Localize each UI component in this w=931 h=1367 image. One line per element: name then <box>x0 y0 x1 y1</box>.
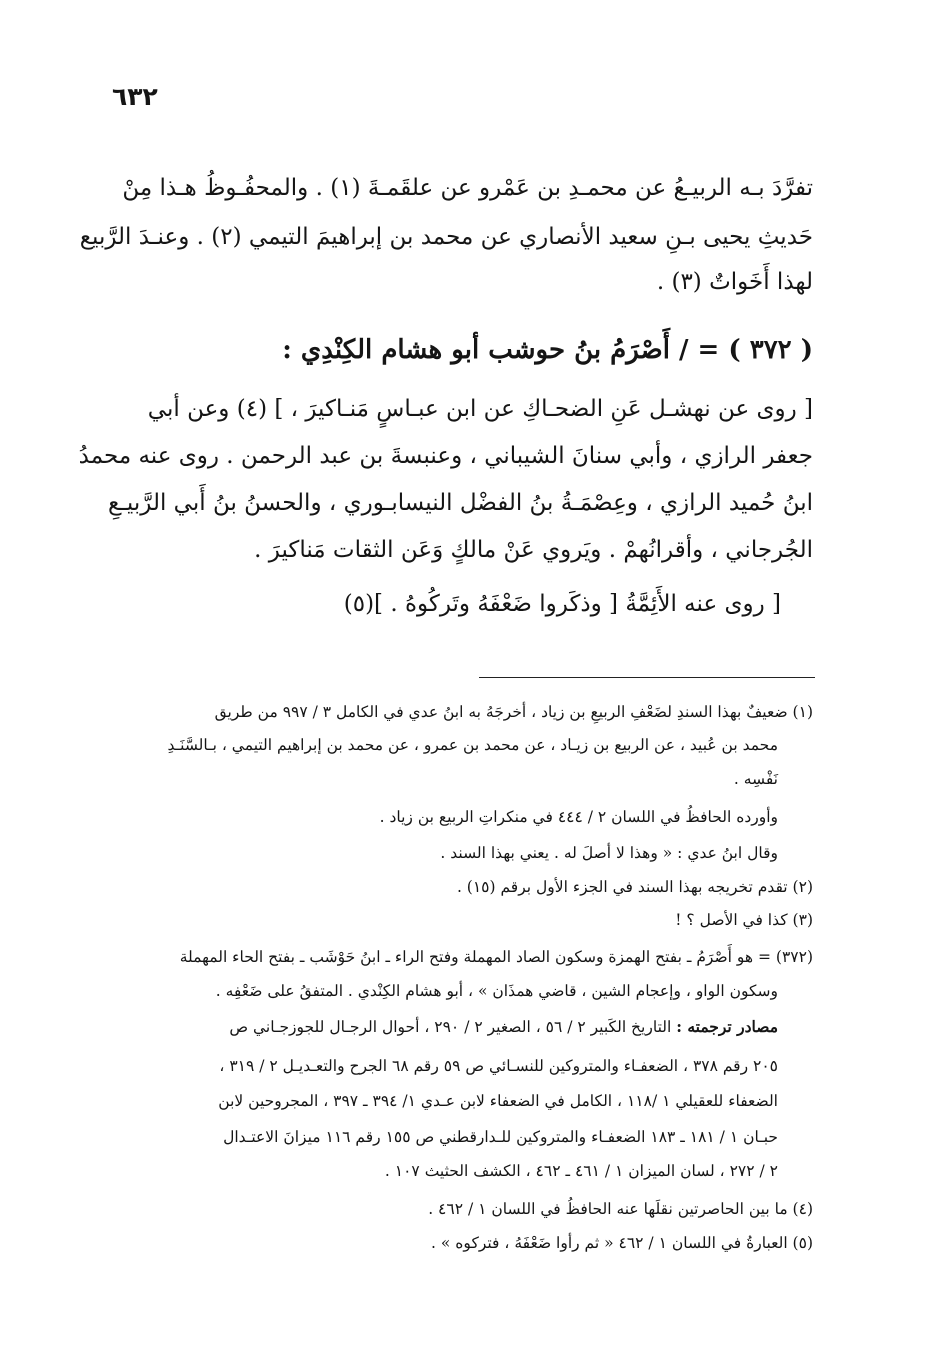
body-line: لهذا أَخَواتٌ (٣) . <box>656 269 813 295</box>
body-line: جعفر الرازي ، وأبي سنانَ الشيباني ، وعنبسةَ بن عبد الرحمن . روى عنه محمدُ <box>78 443 813 469</box>
sources-label: مصادر ترجمته : <box>676 1017 778 1036</box>
footnote-line: ٢ / ٢٧٢ ، لسان الميزان ١ / ٤٦١ ـ ٤٦٢ ، الكشف الحثيث ١٠٧ . <box>384 1162 778 1180</box>
body-line: تفرَّدَ بـه الربيـعُ عن محمـدِ بن عَمْرو عن علقَمـةَ (١) . والمحفُـوظُ هـذا مِنْ <box>122 175 813 201</box>
footnote-line: (٣) كذا في الأصل ؟ ! <box>675 911 813 929</box>
footnote-line: نَفْسِه . <box>733 770 778 788</box>
body-line: [ روى عنه الأَئِمَّةُ [ وذكَروا ضَعْفَهُ وتَركُوهُ . ](٥) <box>343 591 781 617</box>
entry-heading: ( ٣٧٢ ) = / أَصْرَمُ بنُ حوشب أبو هشام الكِنْدِي : <box>282 335 813 365</box>
body-line: ابنُ حُميد الرازي ، وعِصْمَـةُ بنُ الفضْل النيسابـوري ، والحسنُ بنُ أَبي الرَّبيـعِ <box>107 490 813 516</box>
footnote-line: محمد بن عُبيد ، عن الربيع بن زيـاد ، عن محمد بن عمرو ، عن محمد بن إبراهيم التيمي ، بـالسَّنَـدِ <box>167 736 778 754</box>
body-line: [ روى عن نهشـل عَنِ الضحـاكِ عن ابن عبـاسٍ مَنـاكيرَ ، ] (٤) وعن أبي <box>147 396 813 422</box>
footnote-line: ٢٠٥ رقم ٣٧٨ ، الضعفـاء والمتروكين للنسـائي ص ٥٩ رقم ٦٨ الجرح والتعـديـل ٢ / ٣١٩ ، <box>219 1057 778 1075</box>
footnote-line: حبـان ١ / ١٨١ ـ ١٨٣ الضعفـاء والمتروكين للـدارقطني ص ١٥٥ رقم ١١٦ ميزانَ الاعتـدال <box>223 1128 778 1146</box>
body-line: الجُرجاني ، وأقرانُهمْ . ويَروي عَنْ مالكٍ وَعَن الثقات مَناكيرَ . <box>254 537 813 563</box>
footnote-line: وأورده الحافظُ في اللسان ٢ / ٤٤٤ في منكراتِ الربيع بن زياد . <box>379 808 778 826</box>
footnote-divider <box>479 677 815 678</box>
footnote-line: (١) ضعيفٌ بهذا السندِ لضَعْفِ الربيعِ بن زياد ، أخرجَهُ به ابنُ عدي في الكامل ٣ / ٩٩٧ من طريق <box>214 703 813 721</box>
footnote-line: الضعفاء للعقيلي ١ /١١٨ ، الكامل في الضعفاء لابن عـدي ١/ ٣٩٤ ـ ٣٩٧ ، المجروحين لابن <box>218 1092 778 1110</box>
footnote-line <box>229 1016 778 1038</box>
footnote-line: وسكون الواو ، وإعجام الشين ، قاضي همذَان » ، أبو هشام الكِنْدي . المتفقُ على ضَعْفِه . <box>215 982 778 1000</box>
body-line: حَديثِ يحيى بـنِ سعيد الأنصاري عن محمد بن إبراهيمَ التيمي (٢) . وعنـدَ الرَّبيع <box>79 224 813 250</box>
footnote-line: وقال ابنُ عدي : « وهذا لا أصلَ له . يعني بهذا السند . <box>440 844 778 862</box>
sources-text: التاريخ الكَبير ٢ / ٥٦ ، الصغير ٢ / ٢٩٠ ، أحوال الرجـال للجوزجـاني ص <box>229 1018 672 1036</box>
page-number: ٦٣٢ <box>112 82 158 111</box>
footnote-line: (٤) ما بين الحاصرتين نقلَها عنه الحافظُ في اللسان ١ / ٤٦٢ . <box>428 1200 813 1218</box>
footnote-line: (٥) العبارةُ في اللسان ١ / ٤٦٢ « ثم رأوا ضَعْفَهُ ، فتركوه » . <box>431 1234 813 1252</box>
footnote-line: (٣٧٢) = هو أَصْرَمُ ـ بفتح الهمزة وسكون الصاد المهملة وفتح الراء ـ ابنُ حَوْشَب ـ بفتح الحاء المهملة <box>179 948 813 966</box>
footnote-line: (٢) تقدم تخريجه بهذا السند في الجزء الأول برقم (١٥) . <box>456 878 813 896</box>
